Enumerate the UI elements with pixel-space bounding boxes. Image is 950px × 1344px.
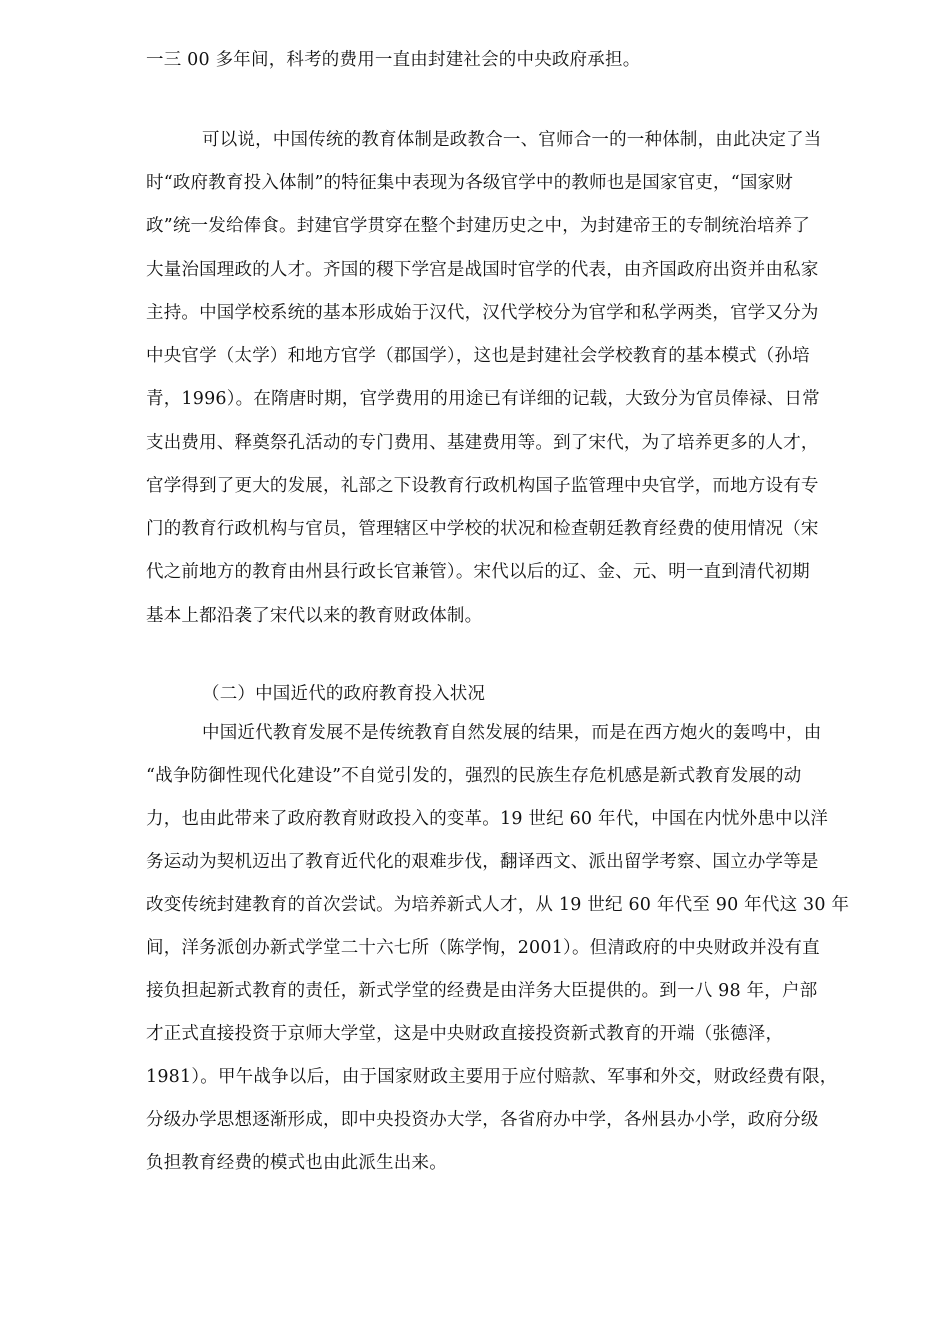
text-line: 可以说，中国传统的教育体制是政教合一、官师合一的一种体制，由此决定了当: [202, 130, 822, 150]
text-line: 青，1996）。在隋唐时期，官学费用的用途已有详细的记载，大致分为官员俸禄、日常: [146, 389, 820, 409]
text-line: 大量治国理政的人才。齐国的稷下学宫是战国时官学的代表，由齐国政府出资并由私家: [146, 260, 819, 280]
text-line: 力，也由此带来了政府教育财政投入的变革。19 世纪 60 年代，中国在内忧外患中以洋: [146, 809, 829, 829]
text-line: 务运动为契机迈出了教育近代化的艰难步伐，翻译西文、派出留学考察、国立办学等是: [146, 852, 819, 872]
text-line: 代之前地方的教育由州县行政长官兼管）。宋代以后的辽、金、元、明一直到清代初期: [146, 562, 810, 582]
text-line: 门的教育行政机构与官员，管理辖区中学校的状况和检查朝廷教育经费的使用情况（宋: [146, 519, 819, 539]
text-line: 才正式直接投资于京师大学堂，这是中央财政直接投资新式教育的开端（张德泽，: [146, 1024, 784, 1044]
text-line: 官学得到了更大的发展，礼部之下设教育行政机构国子监管理中央官学，而地方设有专: [146, 476, 819, 496]
text-line: 1981）。甲午战争以后，由于国家财政主要用于应付赔款、军事和外交，财政经费有限，: [146, 1067, 838, 1087]
text-line: 基本上都沿袭了宋代以来的教育财政体制。: [146, 606, 483, 626]
text-line: 时“政府教育投入体制”的特征集中表现为各级官学中的教师也是国家官吏，“国家财: [146, 173, 793, 193]
text-line: 一三 00 多年间，科考的费用一直由封建社会的中央政府承担。: [146, 50, 641, 70]
text-line: 政”统一发给俸食。封建官学贯穿在整个封建历史之中，为封建帝王的专制统治培养了: [146, 216, 811, 236]
text-line: 接负担起新式教育的责任，新式学堂的经费是由洋务大臣提供的。到一八 98 年，户部: [146, 981, 818, 1001]
text-line: 负担教育经费的模式也由此派生出来。: [146, 1153, 447, 1173]
text-line: 中国近代教育发展不是传统教育自然发展的结果，而是在西方炮火的轰鸣中，由: [202, 723, 822, 743]
text-line: 间，洋务派创办新式学堂二十六七所（陈学恂，2001）。但清政府的中央财政并没有直: [146, 938, 820, 958]
text-line: 改变传统封建教育的首次尝试。为培养新式人才，从 19 世纪 60 年代至 90 年代这 30 年: [146, 895, 850, 915]
text-line: 分级办学思想逐渐形成，即中央投资办大学，各省府办中学，各州县办小学，政府分级: [146, 1110, 819, 1130]
section-heading: （二）中国近代的政府教育投入状况: [202, 684, 486, 704]
text-line: “战争防御性现代化建设”不自觉引发的，强烈的民族生存危机感是新式教育发展的动: [146, 766, 802, 786]
text-line: 中央官学（太学）和地方官学（郡国学），这也是封建社会学校教育的基本模式（孙培: [146, 346, 810, 366]
text-line: 主持。中国学校系统的基本形成始于汉代，汉代学校分为官学和私学两类，官学又分为: [146, 303, 819, 323]
text-line: 支出费用、释奠祭孔活动的专门费用、基建费用等。到了宋代，为了培养更多的人才，: [146, 433, 819, 453]
